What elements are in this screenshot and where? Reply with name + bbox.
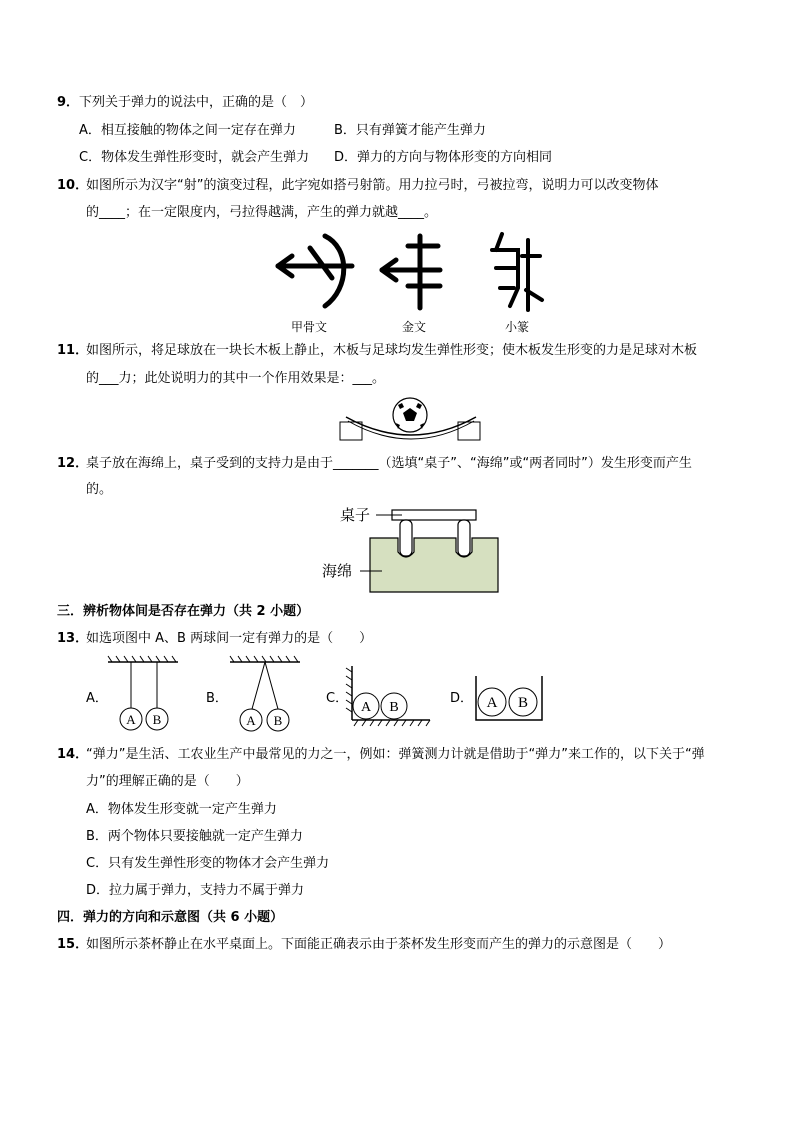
svg-text:B: B <box>273 713 283 728</box>
sponge-pointer-line <box>360 570 382 572</box>
q11-line2: 的___力；此处说明力的其中一个作用效果是：___。 <box>86 371 386 386</box>
q11-number: 11． <box>57 343 89 358</box>
q12-line1: 桌子放在海绵上，桌子受到的支持力是由于_______（选填“桌子”、“海绵”或“两者同时”）发生形变而产生 <box>86 456 692 471</box>
q13-stem: 如选项图中 A、B 两球间一定有弹力的是（ ） <box>86 631 373 646</box>
ball-b: B <box>152 712 162 727</box>
svg-text:A: A <box>246 713 256 728</box>
q13-option-b-figure <box>228 656 302 734</box>
q9-option-a: A．相互接触的物体之间一定存在弹力 <box>79 123 296 138</box>
svg-text:A: A <box>486 695 498 711</box>
svg-text:B: B <box>389 700 399 715</box>
svg-text:B: B <box>517 695 529 711</box>
label-bronze: 金文 <box>402 320 427 334</box>
q13-option-c-figure <box>346 664 430 730</box>
oracle-bone-glyph <box>278 236 352 306</box>
q11-line1: 如图所示，将足球放在一块长木板上静止，木板与足球均发生弹性形变；使木板发生形变的力是足球对木板 <box>86 343 698 358</box>
football <box>393 398 427 432</box>
table-on-sponge-figure <box>368 504 502 596</box>
q14-option-a: A．物体发生形变就一定产生弹力 <box>86 802 277 817</box>
table-pointer-line <box>376 514 402 516</box>
table-top <box>392 510 476 520</box>
table-leg-left <box>400 520 412 556</box>
svg-text:A: A <box>360 700 372 715</box>
q12-number: 12． <box>57 456 89 471</box>
q14-number: 14． <box>57 747 89 762</box>
q9-option-b: B．只有弹簧才能产生弹力 <box>334 123 486 138</box>
q14-option-b: B．两个物体只要接触就一定产生弹力 <box>86 829 303 844</box>
q9-stem: 下列关于弹力的说法中，正确的是（ ） <box>79 95 314 110</box>
q13-option-b-label: B． <box>206 691 228 706</box>
left-support-block <box>340 422 362 440</box>
q13-number: 13． <box>57 631 89 646</box>
ball-a: A <box>126 712 136 727</box>
label-table: 桌子 <box>340 506 371 524</box>
q15-number: 15． <box>57 937 89 952</box>
q10-line2: 的____；在一定限度内，弓拉得越满，产生的弹力就越____。 <box>86 205 438 220</box>
q10-line1: 如图所示为汉字“射”的演变过程，此字宛如搭弓射箭。用力拉弓时，弓被拉弯，说明力可以改变物体 <box>86 178 659 193</box>
section-3-heading: 三．辨析物体间是否存在弹力（共 2 小题） <box>57 604 310 619</box>
q13-option-d-label: D． <box>450 691 474 706</box>
label-oracle-bone: 甲骨文 <box>291 320 328 334</box>
q13-option-a-label: A． <box>86 691 108 706</box>
q13-option-d-figure <box>474 676 544 722</box>
table-leg-right <box>458 520 470 556</box>
she-character-evolution-figure <box>270 228 550 318</box>
small-seal-glyph <box>492 234 542 310</box>
q14-option-c: C．只有发生弹性形变的物体才会产生弹力 <box>86 856 330 871</box>
q15-stem: 如图所示茶杯静止在水平桌面上。下面能正确表示由于茶杯发生形变而产生的弹力的示意图是（ ） <box>86 937 672 952</box>
q13-option-a-figure <box>108 656 178 734</box>
q12-line2: 的。 <box>86 482 113 497</box>
sponge <box>370 538 498 592</box>
q13-option-c-label: C． <box>326 691 349 706</box>
q9-number: 9． <box>57 95 80 110</box>
label-small-seal: 小篆 <box>505 320 530 334</box>
section-4-heading: 四．弹力的方向和示意图（共 6 小题） <box>57 910 284 925</box>
q9-option-c: C．物体发生弹性形变时，就会产生弹力 <box>79 150 310 165</box>
bronze-glyph <box>382 236 440 308</box>
q10-number: 10． <box>57 178 89 193</box>
label-sponge: 海绵 <box>322 562 353 580</box>
q14-line1: “弹力”是生活、工农业生产中最常见的力之一，例如：弹簧测力计就是借助于“弹力”来工作的，以下关于“弹 <box>86 747 705 762</box>
football-on-board-figure <box>336 395 486 443</box>
q14-line2: 力”的理解正确的是（ ） <box>86 774 249 789</box>
q14-option-d: D．拉力属于弹力，支持力不属于弹力 <box>86 883 305 898</box>
q9-option-d: D．弹力的方向与物体形变的方向相同 <box>334 150 553 165</box>
